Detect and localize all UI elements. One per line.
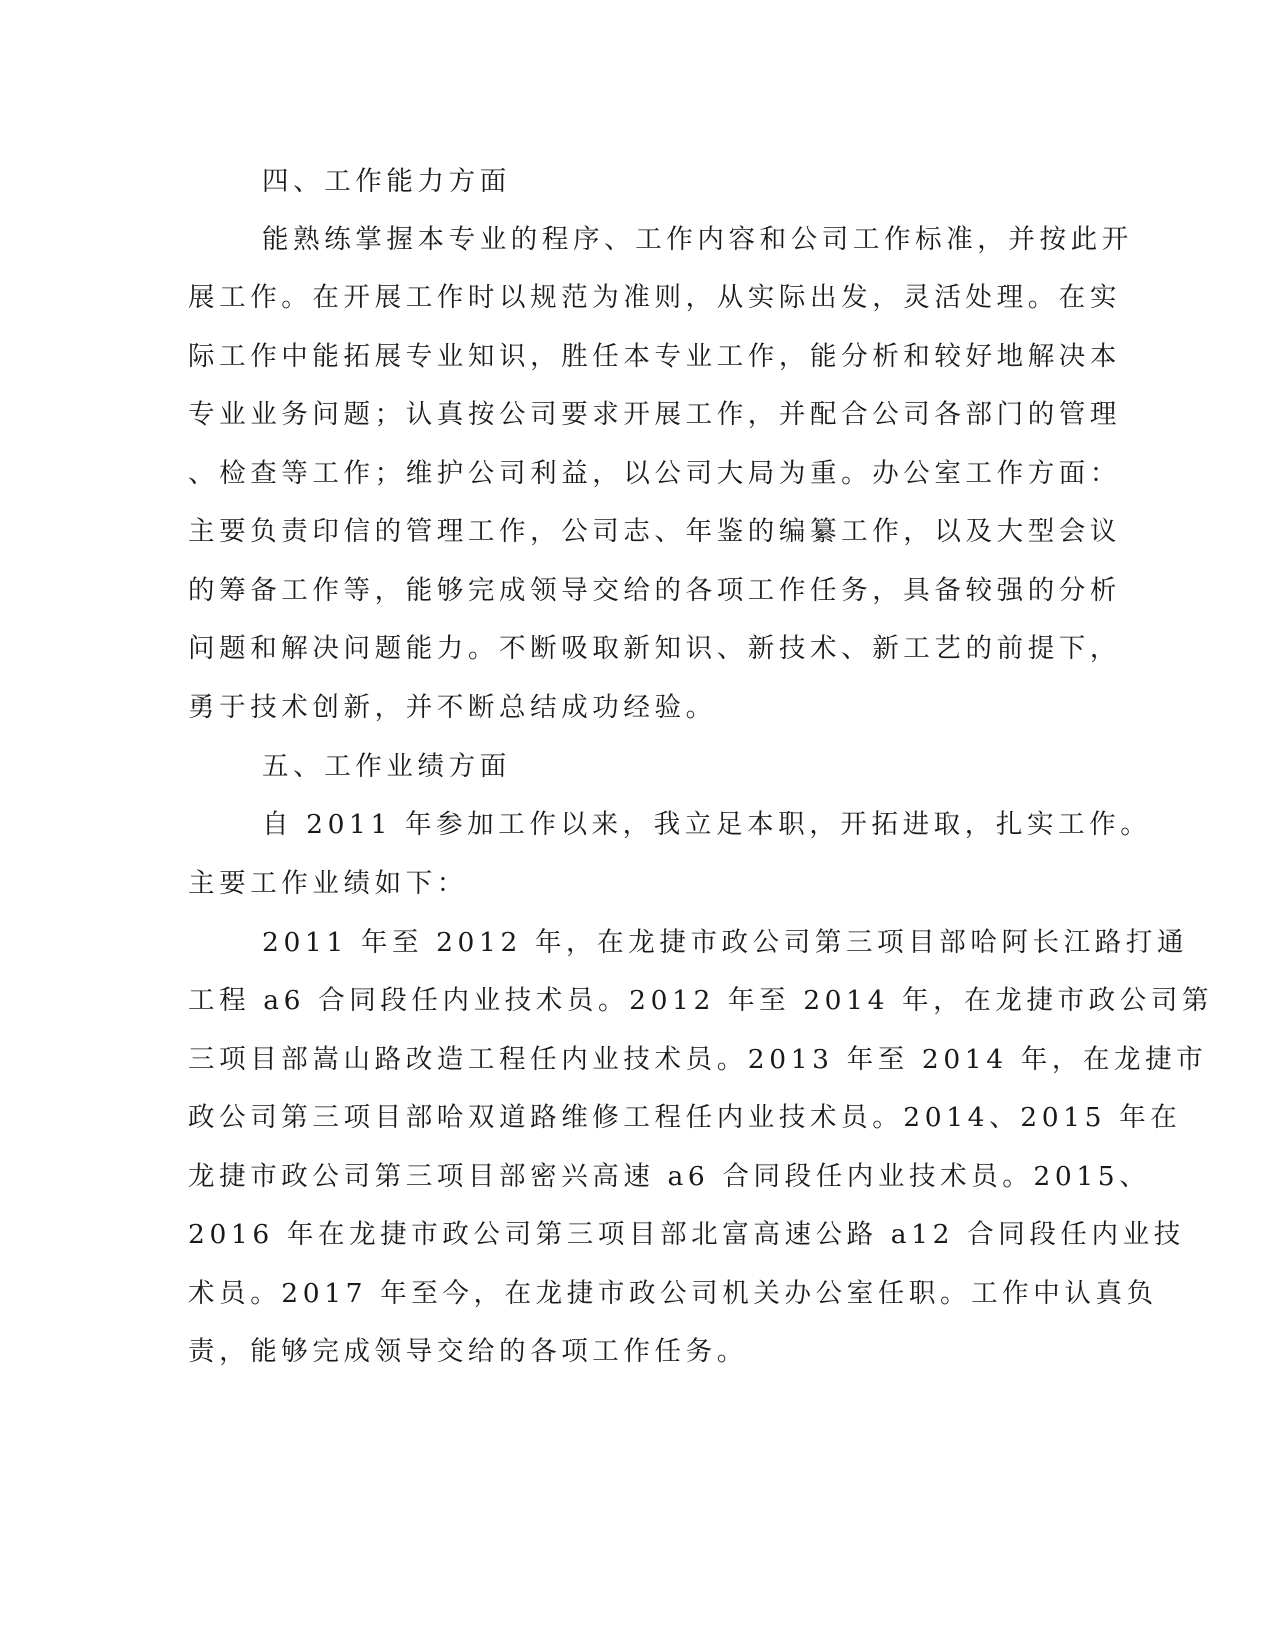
section-heading-work-performance: 五、工作业绩方面	[262, 751, 511, 782]
paragraph-line: 2011 年至 2012 年，在龙捷市政公司第三项目部哈阿长江路打通	[262, 927, 1189, 958]
section-heading-work-ability: 四、工作能力方面	[262, 166, 511, 197]
paragraph-line: 勇于技术创新，并不断总结成功经验。	[188, 692, 717, 723]
paragraph-line: 自 2011 年参加工作以来，我立足本职，开拓进取，扎实工作。	[262, 809, 1152, 840]
paragraph-line: 责，能够完成领导交给的各项工作任务。	[188, 1336, 748, 1367]
paragraph-line: 专业业务问题；认真按公司要求开展工作，并配合公司各部门的管理	[188, 399, 1121, 430]
paragraph-line: 三项目部嵩山路改造工程任内业技术员。2013 年至 2014 年，在龙捷市	[188, 1044, 1208, 1075]
paragraph-line: 主要负责印信的管理工作，公司志、年鉴的编纂工作，以及大型会议	[188, 516, 1121, 547]
paragraph-line: 能熟练掌握本专业的程序、工作内容和公司工作标准，并按此开	[262, 224, 1133, 255]
paragraph-line: 的筹备工作等，能够完成领导交给的各项工作任务，具备较强的分析	[188, 575, 1121, 606]
paragraph-line: 、检查等工作；维护公司利益，以公司大局为重。办公室工作方面：	[188, 458, 1121, 489]
paragraph-line: 工程 a6 合同段任内业技术员。2012 年至 2014 年，在龙捷市政公司第	[188, 985, 1214, 1016]
paragraph-line: 主要工作业绩如下：	[188, 868, 468, 899]
paragraph-line: 术员。2017 年至今，在龙捷市政公司机关办公室任职。工作中认真负	[188, 1278, 1158, 1309]
paragraph-line: 龙捷市政公司第三项目部密兴高速 a6 合同段任内业技术员。2015、	[188, 1161, 1151, 1192]
paragraph-line: 问题和解决问题能力。不断吸取新知识、新技术、新工艺的前提下，	[188, 633, 1121, 664]
paragraph-line: 际工作中能拓展专业知识，胜任本专业工作，能分析和较好地解决本	[188, 341, 1121, 372]
paragraph-line: 展工作。在开展工作时以规范为准则，从实际出发，灵活处理。在实	[188, 282, 1121, 313]
paragraph-line: 政公司第三项目部哈双道路维修工程任内业技术员。2014、2015 年在	[188, 1102, 1182, 1133]
paragraph-line: 2016 年在龙捷市政公司第三项目部北富高速公路 a12 合同段任内业技	[188, 1219, 1185, 1250]
